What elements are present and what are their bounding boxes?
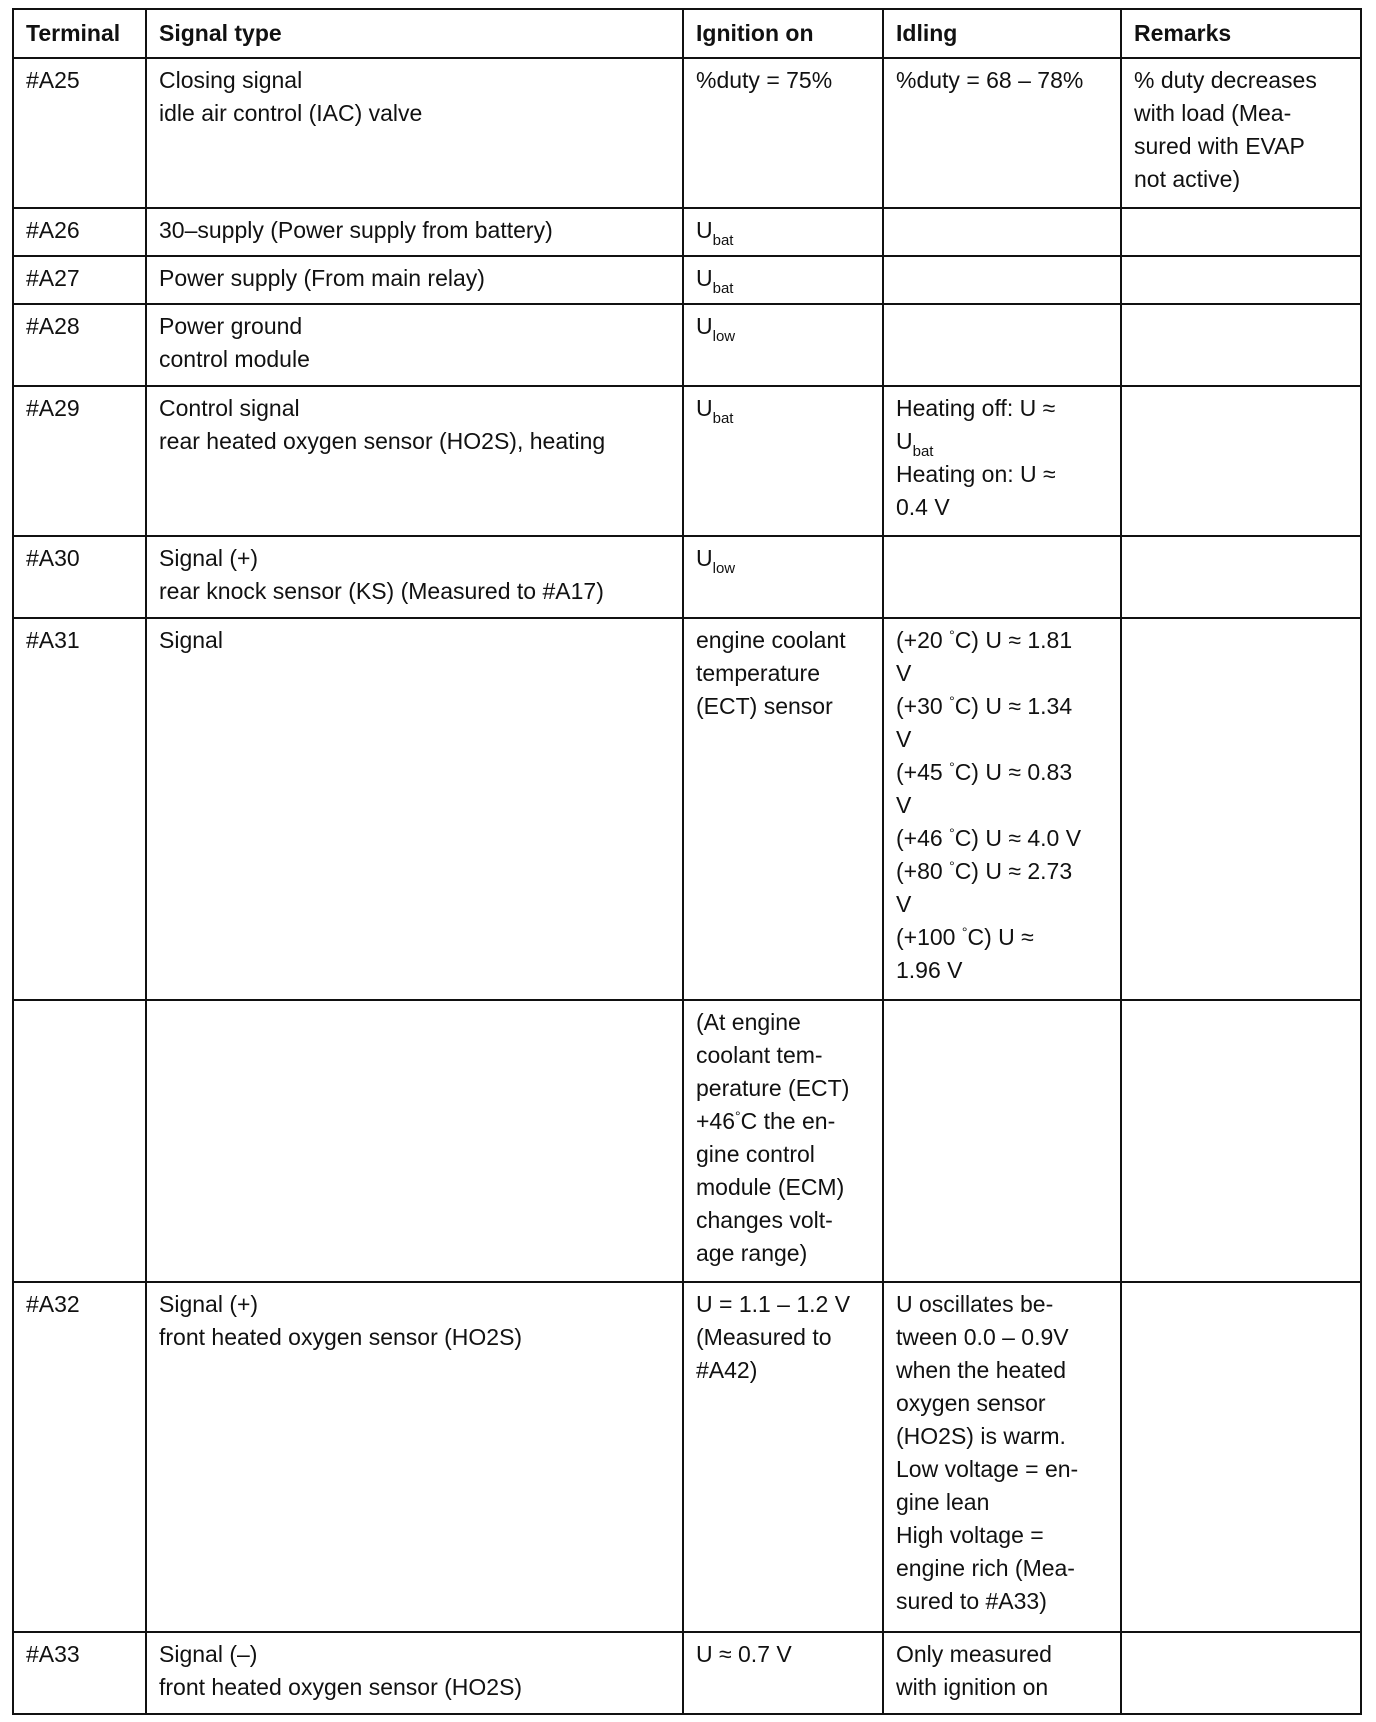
remarks-cell [1121,1000,1361,1282]
table-row [13,256,1361,304]
table-header-row [13,9,1361,58]
ignition-cell: %duty = 75% [683,58,883,208]
header-remarks: Remarks [1121,9,1361,58]
signal-type-cell [146,1000,683,1282]
voltage-subscript: bat [912,443,934,460]
table-row [13,618,1361,1000]
signal-type-cell [146,1282,683,1632]
temp-prefix: (+46 [896,825,950,851]
temperature-voltage-line [896,855,1108,921]
ignition-cell [683,536,883,618]
header-signal-type: Signal type [146,9,683,58]
temp-suffix: C) U ≈ 1.81 V [896,627,1073,686]
signal-type-cell [146,58,683,208]
table-row [13,1632,1361,1714]
ignition-cell: U = 1.1 – 1.2 V (Measured to #A42) [683,1282,883,1632]
signal-type-cell [146,304,683,386]
terminal-cell: #A26 [13,208,146,256]
idling-cell [883,618,1121,1000]
idling-cell [883,304,1121,386]
idling-cell [883,256,1121,304]
temp-suffix: C) U ≈ 4.0 V [954,825,1082,851]
header-terminal: Terminal [13,9,146,58]
voltage-symbol: U [696,313,713,339]
remarks-cell [1121,618,1361,1000]
table-row [13,1282,1361,1632]
signal-line: Signal (+) [159,1291,259,1317]
signal-line: Power ground [159,313,303,339]
voltage-symbol: U [696,217,713,243]
remarks-cell [1121,1282,1361,1632]
voltage-subscript: bat [712,232,734,249]
ignition-cell: U ≈ 0.7 V [683,1632,883,1714]
remarks-cell: % duty decreases with load (Mea- sured with EVAP not active) [1121,58,1361,208]
remarks-cell [1121,208,1361,256]
ignition-cell [683,256,883,304]
signal-type-cell [146,256,683,304]
idling-cell: %duty = 68 – 78% [883,58,1121,208]
temp-suffix: C) U ≈ 1.96 V [896,924,1034,983]
temp-prefix: (+45 [896,759,950,785]
idling-cell [883,536,1121,618]
degree-symbol: ° [949,825,955,841]
header-idling: Idling [883,9,1121,58]
signal-line: Signal [159,627,223,653]
terminal-cell [13,1000,146,1282]
temp-suffix: C) U ≈ 2.73 V [896,858,1073,917]
idling-cell: U oscillates be- tween 0.0 – 0.9V when the heated oxygen sensor (HO2S) is warm. Low voltage = en- gine lean High voltage = engine rich (Mea- sured to #A33) [883,1282,1121,1632]
terminal-cell: #A31 [13,618,146,1000]
voltage-symbol: U [696,265,713,291]
remarks-cell [1121,536,1361,618]
ecm-note-suffix: C the en- gine control module (ECM) changes volt- age range) [696,1108,845,1266]
signal-line: control module [159,346,310,372]
table-row [13,58,1361,208]
remarks-cell [1121,386,1361,536]
signal-type-cell [146,208,683,256]
temperature-voltage-line [896,822,1108,855]
table-row [13,1000,1361,1282]
temperature-voltage-line [896,921,1108,987]
terminal-cell: #A27 [13,256,146,304]
ignition-cell [683,1000,883,1282]
signal-type-cell [146,536,683,618]
table-row [13,386,1361,536]
voltage-subscript: low [712,328,736,345]
idling-cell [883,386,1121,536]
signal-type-cell [146,386,683,536]
signal-type-cell [146,1632,683,1714]
signal-line: Closing signal [159,67,303,93]
temp-prefix: (+30 [896,693,950,719]
signal-line: Signal (–) [159,1641,258,1667]
terminal-cell: #A28 [13,304,146,386]
signal-type-cell [146,618,683,1000]
ignition-cell: engine coolant temperature (ECT) sensor [683,618,883,1000]
heating-off-value [896,425,1108,458]
idling-cell: Only measured with ignition on [883,1632,1121,1714]
signal-table [12,8,1362,1715]
terminal-cell: #A25 [13,58,146,208]
terminal-signal-document [12,8,1360,1715]
degree-symbol: ° [949,858,955,874]
temperature-voltage-line [896,624,1108,690]
voltage-subscript: bat [712,410,734,427]
remarks-cell [1121,1632,1361,1714]
signal-line: front heated oxygen sensor (HO2S) [159,1674,523,1700]
ignition-cell [683,304,883,386]
degree-symbol: ° [961,924,968,940]
terminal-cell: #A29 [13,386,146,536]
terminal-cell: #A32 [13,1282,146,1632]
degree-symbol: ° [735,1108,741,1124]
temp-prefix: (+100 [896,924,962,950]
heating-on-text: Heating on: U ≈ 0.4 V [896,461,1056,520]
temp-suffix: C) U ≈ 1.34 V [896,693,1073,752]
terminal-cell: #A33 [13,1632,146,1714]
remarks-cell [1121,256,1361,304]
terminal-cell: #A30 [13,536,146,618]
temp-prefix: (+20 [896,627,950,653]
temperature-voltage-line [896,690,1108,756]
degree-symbol: ° [949,759,955,775]
signal-line: rear knock sensor (KS) (Measured to #A17) [159,578,604,604]
remarks-cell [1121,304,1361,386]
heating-off-text: Heating off: U ≈ [896,395,1056,421]
table-row [13,208,1361,256]
voltage-subscript: low [712,560,736,577]
ignition-cell [683,386,883,536]
signal-line: Power supply (From main relay) [159,265,485,291]
signal-line: idle air control (IAC) valve [159,100,423,126]
voltage-symbol: U [896,428,913,454]
ecm-note-prefix: (At engine coolant tem- perature (ECT) +46 [696,1009,850,1134]
table-row [13,304,1361,386]
signal-line: rear heated oxygen sensor (HO2S), heating [159,428,606,454]
signal-line: Signal (+) [159,545,259,571]
ignition-cell [683,208,883,256]
signal-line: Control signal [159,395,300,421]
idling-cell [883,1000,1121,1282]
voltage-subscript: bat [712,280,734,297]
degree-symbol: ° [949,627,955,643]
table-row [13,536,1361,618]
temp-suffix: C) U ≈ 0.83 V [896,759,1073,818]
temp-prefix: (+80 [896,858,950,884]
signal-line: 30–supply (Power supply from battery) [159,217,553,243]
header-ignition-on: Ignition on [683,9,883,58]
degree-symbol: ° [949,693,955,709]
voltage-symbol: U [696,545,713,571]
temperature-voltage-line [896,756,1108,822]
idling-cell [883,208,1121,256]
signal-line: front heated oxygen sensor (HO2S) [159,1324,523,1350]
voltage-symbol: U [696,395,713,421]
